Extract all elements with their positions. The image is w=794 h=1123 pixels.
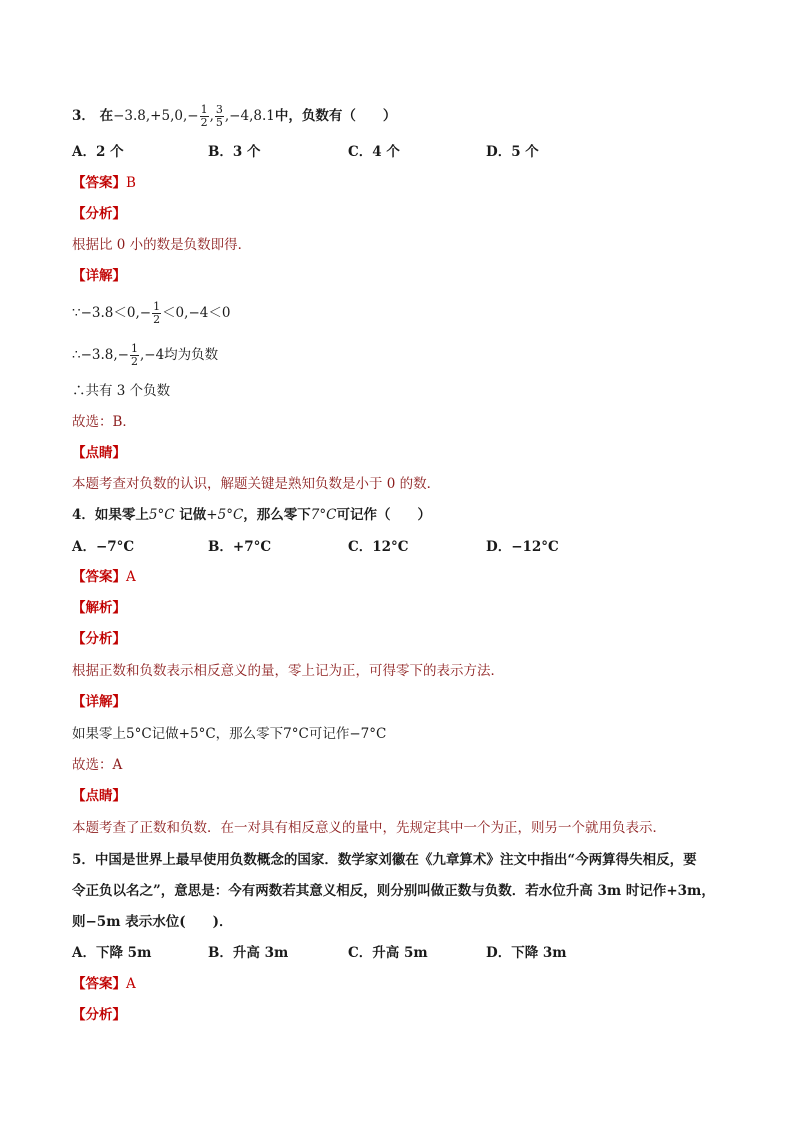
q3-fraction-1 xyxy=(200,104,209,129)
q3-fraction-2 xyxy=(215,104,224,129)
q4-detail-label: 【详解】 xyxy=(72,694,126,710)
q3-step2-frac xyxy=(130,343,139,368)
q4-number: 4． xyxy=(72,507,95,523)
q3-stem xyxy=(72,104,734,129)
q3-step2-fnum: 1 xyxy=(130,342,138,355)
q4-analysis-label: 【分析】 xyxy=(72,631,126,647)
q3-frac2-den: 5 xyxy=(215,116,223,129)
q3-frac1-den: 2 xyxy=(200,116,208,129)
q4-text-c: ，那么零下 xyxy=(243,507,311,523)
q4-answer-value: A xyxy=(126,569,136,585)
q3-step2-b: ,−4均为负数 xyxy=(139,347,219,363)
q4-options xyxy=(72,537,734,557)
q3-step2-fden: 2 xyxy=(130,355,138,368)
q4-answer xyxy=(72,567,734,587)
q4-text-a: 如果零上 xyxy=(94,507,149,523)
q3-sep: , xyxy=(209,108,214,124)
q4-comment-label: 【点睛】 xyxy=(72,788,126,804)
q4-option-c[interactable]: C．12°C xyxy=(348,539,409,555)
q3-suffix: 中，负数有（ ） xyxy=(274,108,397,124)
q5-analysis-label: 【分析】 xyxy=(72,1007,126,1023)
q3-expr-b: ,−4,8.1 xyxy=(224,108,275,124)
q3-analysis-text: 根据比 0 小的数是负数即得． xyxy=(72,237,252,253)
q3-expr-a: −3.8,+5,0,− xyxy=(113,108,199,124)
q3-step1-a: ∵−3.8＜0,− xyxy=(72,305,152,321)
q3-step-3: ∴共有 3 个负数 xyxy=(72,383,171,399)
q3-step1-frac xyxy=(152,301,161,326)
q3-answer xyxy=(72,173,734,193)
q5-option-b[interactable]: B．升高 3m xyxy=(208,945,289,961)
q3-number: 3． xyxy=(72,108,95,124)
q3-step-1 xyxy=(72,301,734,326)
q3-comment-text: 本题考查对负数的认识，解题关键是熟知负数是小于 0 的数． xyxy=(72,476,441,492)
q4-temp2: +5 xyxy=(206,507,227,523)
q3-option-d[interactable]: D．5 个 xyxy=(486,144,539,160)
q4-option-b[interactable]: B．+7°C xyxy=(208,539,272,555)
q3-prefix: 在 xyxy=(99,108,114,124)
q4-text-b: 记做 xyxy=(179,507,207,523)
q5-line1: 中国是世界上最早使用负数概念的国家．数学家刘徽在《九章算术》注文中指出“今两算得失相反，要 xyxy=(94,852,697,868)
q4-analysis-text: 根据正数和负数表示相反意义的量，零上记为正，可得零下的表示方法． xyxy=(72,663,504,679)
q4-option-a[interactable]: A．−7°C xyxy=(72,539,135,555)
q5-options xyxy=(72,943,734,963)
q3-frac2-num: 3 xyxy=(215,103,223,116)
q3-detail-label: 【详解】 xyxy=(72,268,126,284)
q3-answer-label: 【答案】 xyxy=(72,175,126,191)
q5-answer-label: 【答案】 xyxy=(72,976,126,992)
q5-option-a[interactable]: A．下降 5m xyxy=(72,945,152,961)
q4-parse-label: 【解析】 xyxy=(72,600,126,616)
q4-detail-text: 如果零上5°C记做+5°C，那么零下7°C可记作−7°C xyxy=(72,726,387,742)
q3-step2-a: ∴−3.8,− xyxy=(72,347,129,363)
q3-options xyxy=(72,142,734,162)
q3-option-b[interactable]: B．3 个 xyxy=(208,144,261,160)
q5-option-c[interactable]: C．升高 5m xyxy=(348,945,428,961)
q4-temp3: 7 xyxy=(310,507,320,523)
q3-frac1-num: 1 xyxy=(200,103,208,116)
q4-unit-2: °C xyxy=(226,507,244,523)
q4-answer-label: 【答案】 xyxy=(72,569,126,585)
q5-stem-line-1 xyxy=(72,850,734,870)
q4-unit-1: °C xyxy=(157,507,175,523)
q4-comment-text: 本题考查了正数和负数．在一对具有相反意义的量中，先规定其中一个为正，则另一个就用负表示． xyxy=(72,820,666,836)
q5-stem-line-3: 则−5m 表示水位( )． xyxy=(72,914,233,930)
q5-answer xyxy=(72,974,734,994)
q3-step1-fnum: 1 xyxy=(153,300,161,313)
q4-stem xyxy=(72,505,734,525)
q3-step1-b: ＜0,−4＜0 xyxy=(162,305,231,321)
q4-temp1: 5 xyxy=(148,507,158,523)
q3-option-c[interactable]: C．4 个 xyxy=(348,144,400,160)
q3-option-a[interactable]: A．2 个 xyxy=(72,144,124,160)
q3-answer-value: B xyxy=(126,175,136,191)
q5-option-d[interactable]: D．下降 3m xyxy=(486,945,567,961)
q4-choose: 故选：A xyxy=(72,757,123,773)
q4-option-d[interactable]: D．−12°C xyxy=(486,539,559,555)
q5-answer-value: A xyxy=(126,976,136,992)
q3-step1-fden: 2 xyxy=(153,313,161,326)
q3-choose: 故选：B． xyxy=(72,414,136,430)
q3-analysis-label: 【分析】 xyxy=(72,206,126,222)
q4-unit-3: °C xyxy=(319,507,337,523)
q5-number: 5． xyxy=(72,852,95,868)
q4-text-d: 可记作（ ） xyxy=(336,507,431,523)
q5-stem-line-2: 令正负以名之”，意思是：今有两数若其意义相反，则分别叫做正数与负数．若水位升高 3m 时记作+3m， xyxy=(72,883,715,899)
q3-comment-label: 【点睛】 xyxy=(72,445,126,461)
q3-step-2 xyxy=(72,343,734,368)
